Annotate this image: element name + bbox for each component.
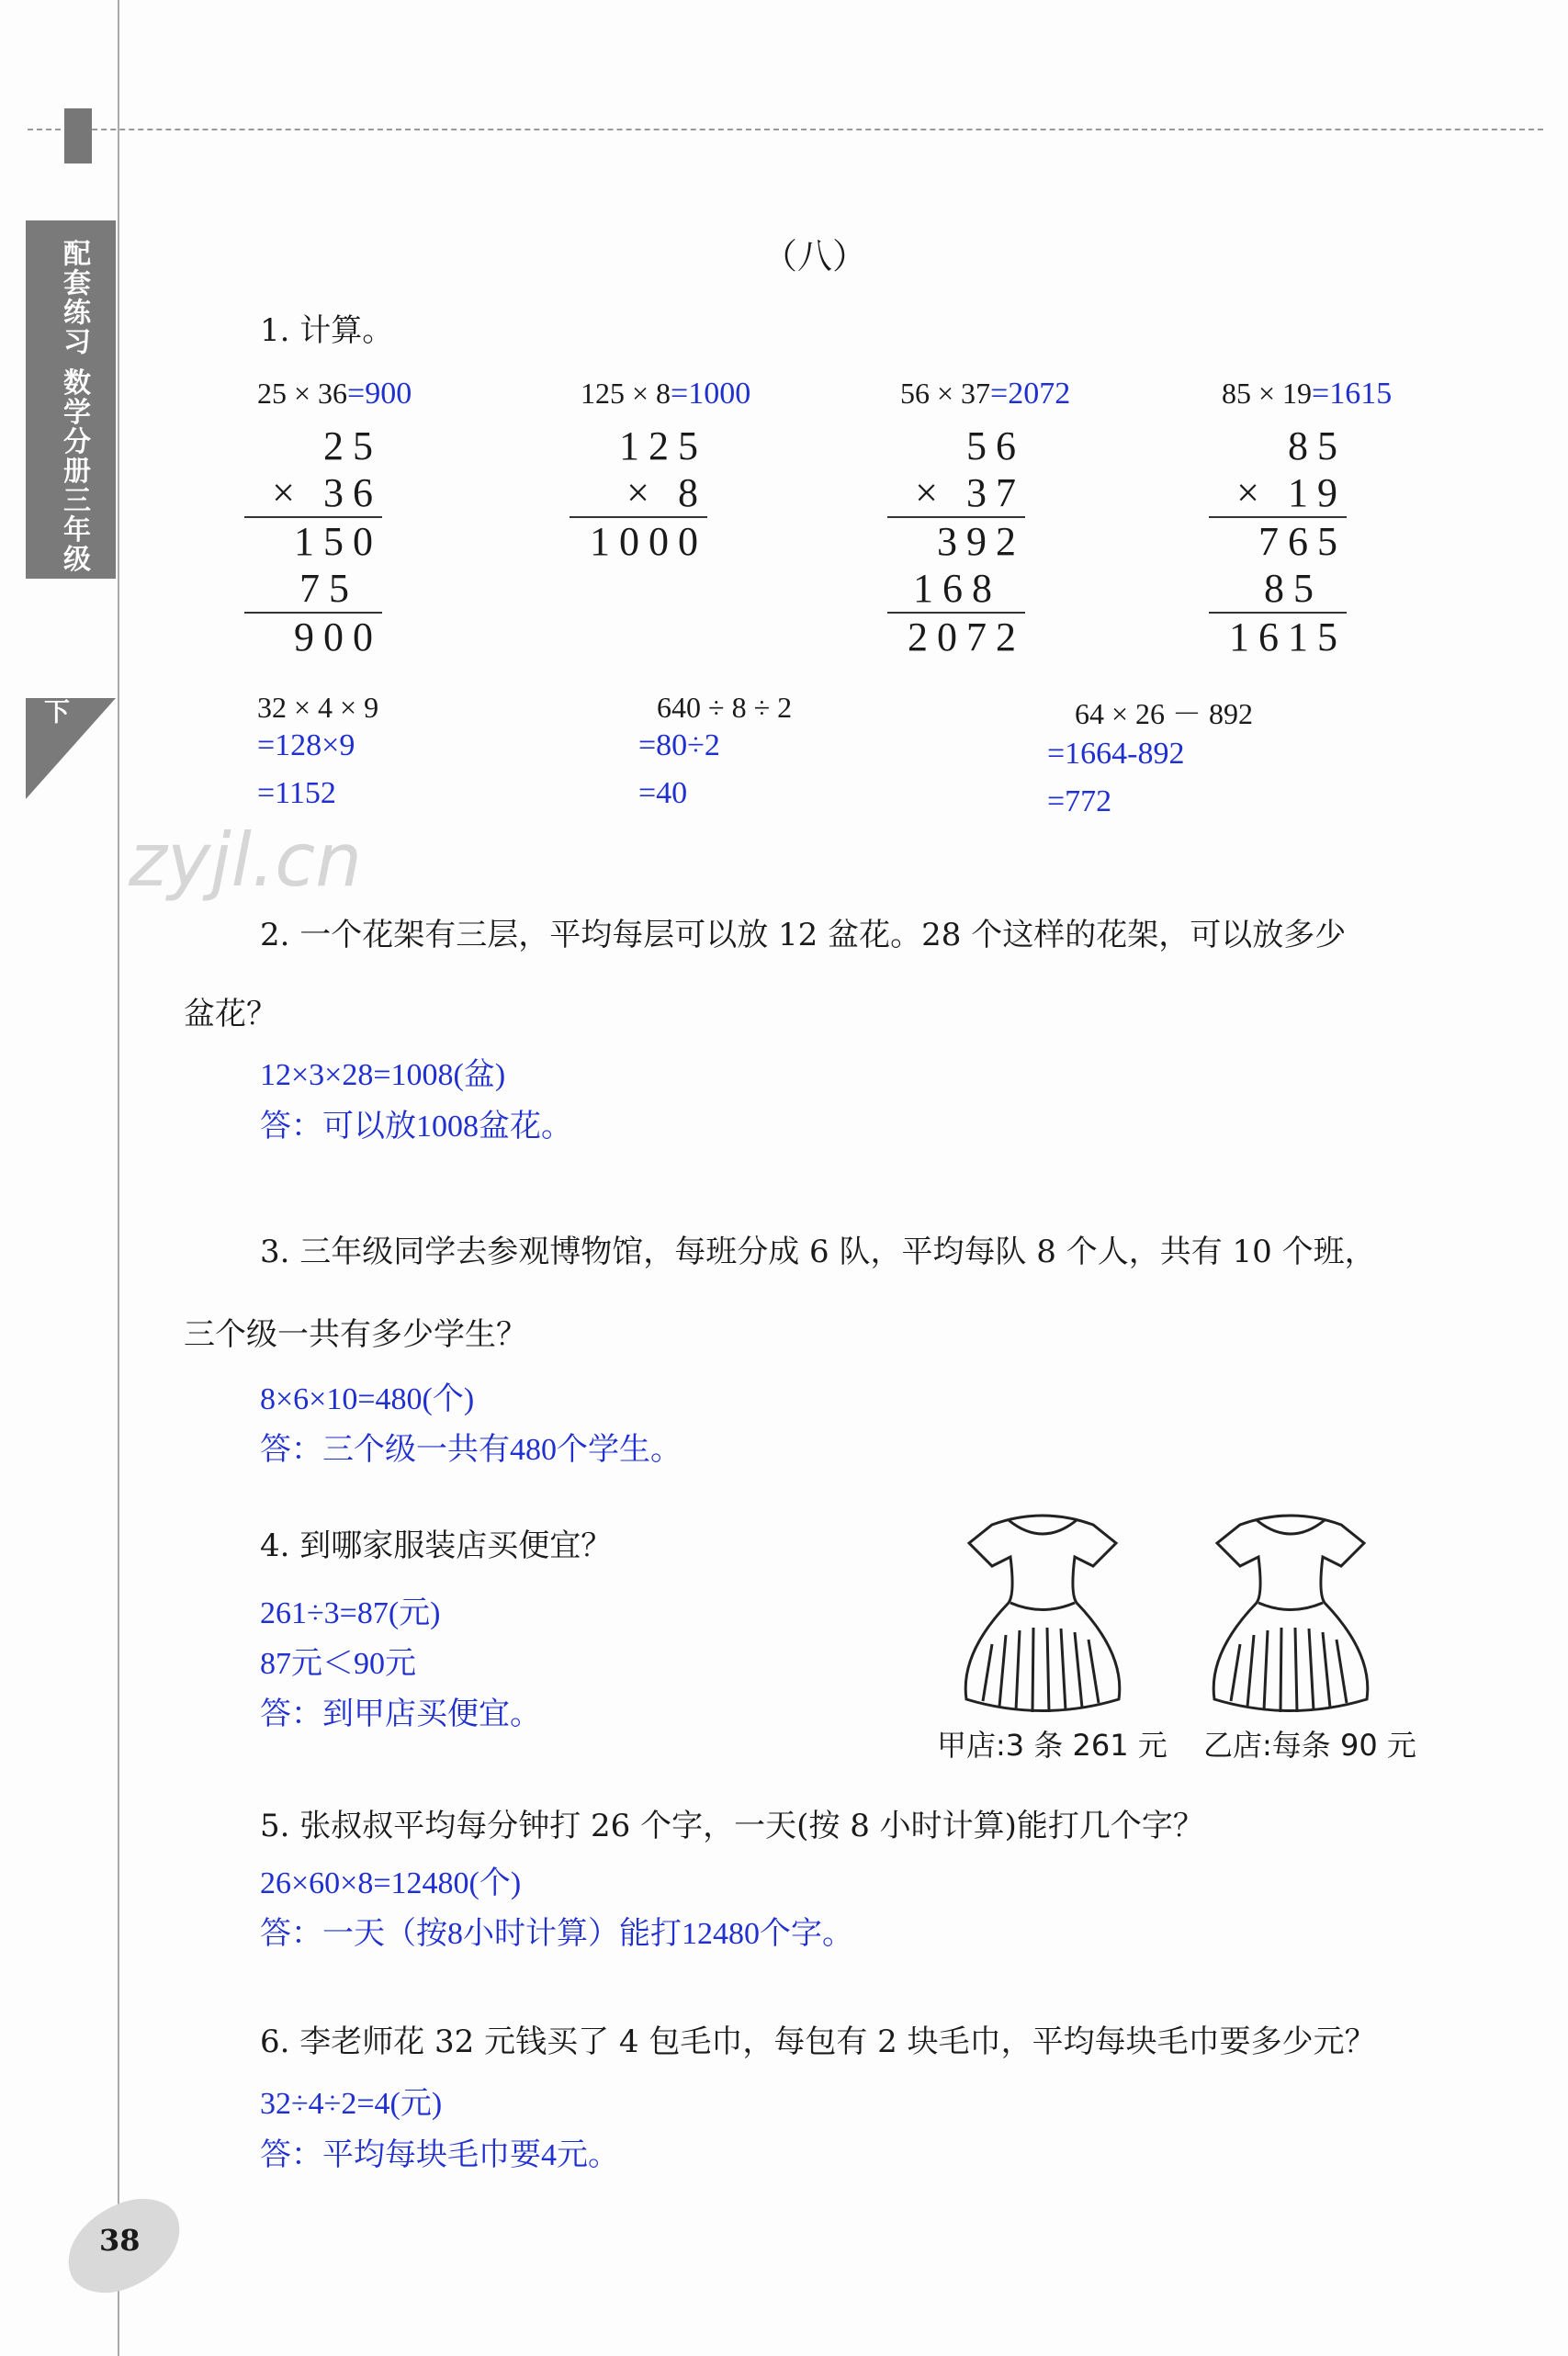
partial-2: 168 [913,566,1001,611]
dress-shop-b-icon [1203,1506,1378,1718]
operand-a: 125 [619,423,707,468]
shop-b-caption: 乙店:每条 90 元 [1203,1728,1416,1763]
calc-answer: =900 [347,377,412,411]
sidebar-title: 配套练习 数学分册三年级 [58,239,90,574]
q4-answer-1: 261÷3=87(元) [260,1596,441,1630]
q6-answer-1: 32÷4÷2=4(元) [260,2087,443,2121]
calc-answer: =2072 [990,377,1071,411]
mixed-expr: 640 ÷ 8 ÷ 2 [657,691,793,724]
vertical-125x8 [570,423,707,565]
sidebar-title-block [26,220,116,579]
q3-answer-2: 答：三个级一共有480个学生。 [260,1433,682,1467]
section-title: （八） [762,236,868,276]
margin-rule [118,0,119,2356]
calc-answer: =1615 [1312,377,1393,411]
q2-line-2: 盆花？ [184,996,277,1032]
mixed-step-2: =772 [1047,784,1112,818]
operand-b: × 19 [1236,470,1347,515]
calc-expr: 125 × 8 [581,377,671,410]
result: 1000 [590,519,707,564]
result: 1615 [1229,614,1347,659]
calc-85x19 [1222,377,1497,411]
calc-answer: =1000 [671,377,751,411]
mixed-expr: 64 × 26 － 892 [1075,697,1254,730]
mixed-step-1: =128×9 [257,728,355,762]
calc-expr: 25 × 36 [257,377,348,410]
q4-line-1: 4. 到哪家服装店买便宜？ [260,1527,613,1564]
q2-line-1: 2. 一个花架有三层，平均每层可以放 12 盆花。28 个这样的花架，可以放多少 [260,917,1347,953]
operand-b: × 37 [915,470,1025,515]
partial-1: 150 [294,519,382,564]
q6-answer-2: 答：平均每块毛巾要4元。 [260,2138,619,2172]
operand-a: 25 [323,423,382,468]
q1-title: 1. 计算。 [260,312,394,349]
header-rule [28,129,1543,130]
q3-line-2: 三个级一共有多少学生？ [184,1316,527,1353]
vertical-25x36 [244,423,382,660]
q3-line-1: 3. 三年级同学去参观博物馆，每班分成 6 队，平均每队 8 个人，共有 10 个班， [260,1234,1376,1270]
mixed-step-1: =1664-892 [1047,737,1185,771]
q5-line-1: 5. 张叔叔平均每分钟打 26 个字，一天(按 8 小时计算)能打几个字？ [260,1808,1204,1844]
partial-1: 765 [1258,519,1347,564]
sidebar-tab-label: 下 [40,698,71,726]
calc-expr: 85 × 19 [1222,377,1313,410]
partial-1: 392 [937,519,1025,564]
calc-expr: 56 × 37 [900,377,991,410]
q4-answer-2: 87元＜90元 [260,1647,416,1681]
mixed-step-1: =80÷2 [638,728,720,762]
result: 900 [294,614,382,659]
partial-2: 85 [1264,566,1323,611]
q2-answer-1: 12×3×28=1008(盆) [260,1058,506,1092]
q3-answer-1: 8×6×10=480(个) [260,1382,475,1416]
mixed-step-2: =1152 [257,776,336,810]
shop-a-caption: 甲店:3 条 261 元 [937,1728,1168,1763]
calc-56x37 [900,377,1176,411]
mixed-3 [1047,691,1253,819]
operand-a: 85 [1288,423,1347,468]
dress-shop-a-icon [955,1506,1130,1718]
mixed-1 [257,691,378,811]
mixed-expr: 32 × 4 × 9 [257,691,379,724]
q5-answer-2: 答：一天（按8小时计算）能打12480个字。 [260,1917,853,1951]
calc-125x8 [581,377,856,411]
vertical-56x37 [887,423,1025,660]
watermark: zyjl.cn [129,817,362,903]
vertical-85x19 [1209,423,1347,660]
page-number: 38 [99,2223,141,2258]
result: 2072 [908,614,1025,659]
q5-answer-1: 26×60×8=12480(个) [260,1866,522,1900]
sidebar-marker [64,108,92,163]
calc-25x36 [257,377,533,411]
operand-a: 56 [966,423,1025,468]
mixed-step-2: =40 [638,776,688,810]
q4-answer-3: 答：到甲店买便宜。 [260,1697,541,1731]
partial-2: 75 [299,566,358,611]
q2-answer-2: 答：可以放1008盆花。 [260,1110,572,1144]
mixed-2 [638,691,792,811]
q6-line-1: 6. 李老师花 32 元钱买了 4 包毛巾，每包有 2 块毛巾，平均每块毛巾要多少元？ [260,2023,1376,2060]
operand-b: × 36 [272,470,382,515]
operand-b: × 8 [626,470,707,515]
